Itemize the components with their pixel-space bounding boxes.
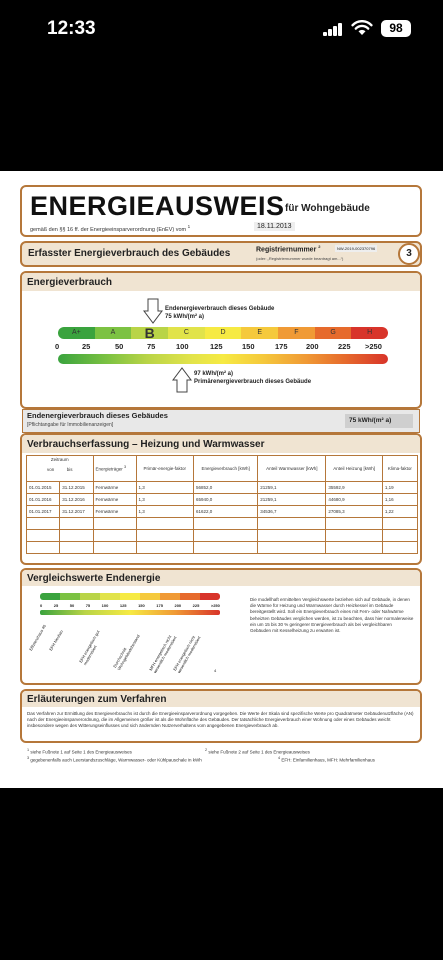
consumption-table bbox=[26, 455, 418, 554]
reference-label: EFH energetisch nicht wesentlich modernisiert bbox=[172, 634, 202, 674]
class-e: E bbox=[241, 327, 278, 339]
status-bar bbox=[0, 0, 443, 60]
class-a: A bbox=[95, 327, 132, 339]
scale-tick: 200 bbox=[306, 342, 319, 351]
scale-tick: 75 bbox=[147, 342, 156, 351]
registration-note: (oder: „Registriernummer wurde beantragt am...“) bbox=[256, 256, 344, 261]
table-row: 01.01.2017 31.12.2017 Fernwärme 1,3 61622,0 34536,7 27085,3 1,22 bbox=[27, 506, 418, 518]
arrow-up-icon bbox=[172, 367, 192, 393]
scale-tick: 225 bbox=[338, 342, 351, 351]
col-energietraeger: Energieträger $^3$ bbox=[93, 456, 136, 482]
class-c: C bbox=[168, 327, 205, 339]
arrow-down-icon bbox=[143, 298, 163, 324]
energy-header-text: Energieverbrauch bbox=[27, 277, 113, 288]
class-f: F bbox=[278, 327, 315, 339]
registration-value: NW-2019-002370796 bbox=[337, 246, 376, 251]
registration-label: Registriernummer $^2$ bbox=[256, 244, 321, 254]
page-title: ENERGIEAUSWEIS bbox=[30, 191, 285, 221]
footnote-1: $^1$ siehe Fußnote 1 auf Seite 1 des Energieausweises bbox=[27, 748, 132, 755]
scale-tick: 150 bbox=[242, 342, 255, 351]
section-header: Erfasster Energieverbrauch des Gebäudes bbox=[28, 248, 231, 259]
explanation-header-text: Erläuterungen zum Verfahren bbox=[27, 694, 167, 705]
footnote-2: $^2$ siehe Fußnote 2 auf Seite 1 des Energieausweises bbox=[205, 748, 310, 755]
energy-certificate-page bbox=[0, 171, 443, 788]
energy-class-scale bbox=[58, 327, 388, 339]
col-primaerenergiefaktor: Primär-energie-faktor bbox=[136, 456, 193, 482]
col-klimafaktor: Klima-faktor bbox=[382, 456, 417, 482]
table-row: 01.01.2016 31.12.2016 Fernwärme 1,3 65940,0 21259,1 44680,9 1,16 bbox=[27, 494, 418, 506]
consumption-header-text: Verbrauchserfassung – Heizung und Warmwasser bbox=[27, 439, 265, 450]
reference-label: Durchschnitt Wohngebäudebestand bbox=[112, 633, 141, 671]
comparison-footnote-mark: 4 bbox=[214, 668, 217, 673]
class-b: B bbox=[131, 327, 168, 339]
footnote-4: $^4$ EFH: Einfamilienhaus, MFH: Mehrfamilienhaus bbox=[278, 756, 375, 763]
page-subtitle: für Wohngebäude bbox=[285, 203, 370, 214]
comparison-header-text: Vergleichswerte Endenergie bbox=[27, 573, 161, 584]
class-h: H bbox=[351, 327, 388, 339]
col-energieverbrauch: Energieverbrauch [kWh] bbox=[193, 456, 257, 482]
status-time: 12:33 bbox=[47, 18, 96, 39]
reference-label: EFH Neubau bbox=[48, 628, 64, 652]
class-g: G bbox=[315, 327, 352, 339]
col-warmwasser: Anteil Warmwasser [kWh] bbox=[258, 456, 326, 482]
table-row-empty bbox=[27, 542, 418, 554]
class-a-plus: A+ bbox=[58, 327, 95, 339]
scale-tick: 25 bbox=[82, 342, 91, 351]
col-heizung: Anteil Heizung [kWh] bbox=[326, 456, 383, 482]
footnote-3: $^3$ gegebenenfalls auch Leerstandszuschläge, Warmwasser- oder Kühlpauschale in kWh bbox=[27, 756, 202, 763]
enev-reference: gemäß den §§ 16 ff. der Energieeinsparverordnung (EnEV) vom $^1$ bbox=[30, 224, 191, 233]
table-row: 01.01.2015 31.12.2015 Fernwärme 1,3 56852,0 21259,1 35592,9 1,19 bbox=[27, 482, 418, 494]
reference-label: EFH energetisch gut modernisiert bbox=[78, 629, 101, 666]
page-number-badge: 3 bbox=[398, 243, 420, 265]
table-row-empty bbox=[27, 518, 418, 530]
reference-label: Effizienzhaus 40 bbox=[28, 623, 47, 652]
scale-tick: 0 bbox=[55, 342, 60, 351]
energy-consumption-box bbox=[20, 271, 422, 409]
wifi-icon bbox=[351, 20, 373, 36]
scale-tick: 100 bbox=[176, 342, 189, 351]
energy-gradient-bar bbox=[58, 354, 388, 364]
explanation-text: Das Verfahren zur Ermittlung des Energieverbrauchs ist durch die Energieeinsparverordnung vorgegeben. Die Werte der Skala sind spezifische Werte pro Quadratmeter Gebäudenutzfläche (AN) nach der Energieeinsparverordnung, die im Allgemeinen größer ist als die Wohnfläche des Gebäudes. Der tatsächliche Energieverbrauch einer Wohnung oder eines Gebäudes weicht insbesondere wegen des Witterungseinflusses und sich ändernden Nutzerverhaltens vom angegebenen Energieverbrauch ab. bbox=[27, 711, 414, 728]
col-zeitraum: Zeitraum von bis bbox=[27, 456, 94, 482]
comparison-text: Die modellhaft ermittelten Vergleichswerte beziehen sich auf Gebäude, in denen die Wärme für Heizung und Warmwasser durch Heizkessel im Gebäude bereitgestellt wird. Soll ein Energieverbrauch eines mit Fern- oder Nahwärme beheizten Gebäudes verglichen werden, ist zu beachten, dass hier normalerweise ein um 15 bis 30 % geringerer Energieverbrauch als bei vergleichbaren Gebäuden mit Kesselheizung zu erwarten ist. bbox=[250, 597, 414, 634]
scale-tick: 50 bbox=[115, 342, 124, 351]
reference-label: MFH energetisch nicht wesentlich modernisiert bbox=[148, 634, 178, 674]
primary-energy-label: Primärenergieverbrauch dieses Gebäude bbox=[194, 379, 312, 385]
final-energy-value: 75 kWh/(m² a) bbox=[165, 314, 205, 320]
primary-energy-value: 97 kWh/(m² a) bbox=[194, 371, 234, 377]
comparison-class-scale bbox=[40, 593, 220, 600]
battery-indicator: 98 bbox=[381, 20, 411, 37]
summary-value: 75 kWh/(m² a) bbox=[345, 414, 413, 428]
class-d: D bbox=[205, 327, 242, 339]
summary-note: [Pflichtangabe für Immobilienanzeigen] bbox=[27, 422, 114, 428]
scale-tick: >250 bbox=[365, 342, 382, 351]
cellular-signal-icon bbox=[323, 23, 343, 36]
table-row-empty bbox=[27, 530, 418, 542]
enev-date: 18.11.2013 bbox=[254, 222, 295, 231]
comparison-gradient-bar bbox=[40, 610, 220, 615]
scale-tick: 175 bbox=[275, 342, 288, 351]
final-energy-label: Endenergieverbrauch dieses Gebäude bbox=[165, 306, 275, 312]
comparison-ticks: 0 25 50 75 100 125 150 175 200 225 >250 bbox=[40, 603, 220, 608]
summary-label: Endenergieverbrauch dieses Gebäudes bbox=[27, 411, 168, 420]
scale-tick: 125 bbox=[210, 342, 223, 351]
